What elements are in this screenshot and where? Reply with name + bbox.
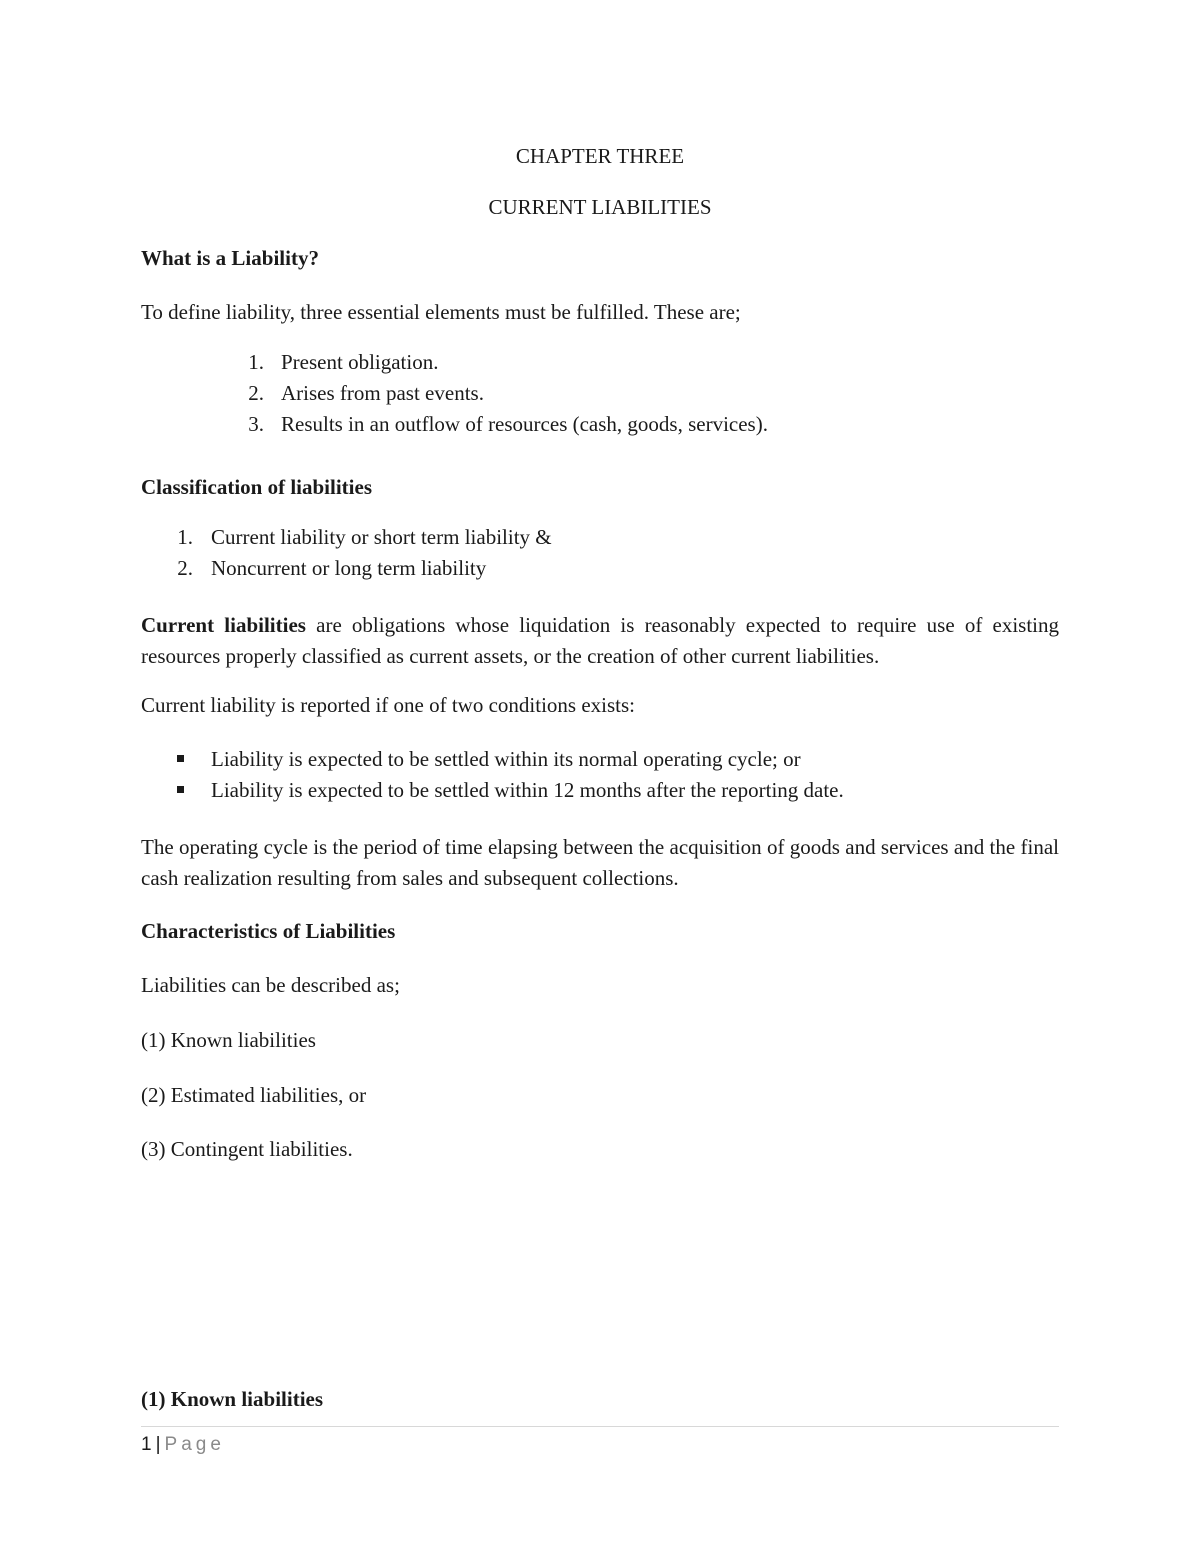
list-item: Current liability or short term liability & — [211, 525, 552, 549]
list-item: Present obligation. — [281, 350, 439, 374]
list-item: (2) Estimated liabilities, or — [141, 1083, 367, 1107]
page-number: 1 — [141, 1434, 152, 1455]
list-item: (1) Known liabilities — [141, 1028, 316, 1052]
list-number: 1. — [248, 350, 264, 374]
list-item: Liability is expected to be settled within 12 months after the reporting date. — [211, 778, 844, 802]
list-number: 2. — [177, 556, 193, 580]
page-footer — [141, 1434, 225, 1456]
characteristics-intro: Liabilities can be described as; — [141, 973, 400, 997]
square-bullet-icon — [177, 755, 184, 762]
page-title: CURRENT LIABILITIES — [488, 195, 712, 219]
square-bullet-icon — [177, 786, 184, 793]
section-heading-characteristics: Characteristics of Liabilities — [141, 919, 396, 943]
list-item: Arises from past events. — [281, 381, 484, 405]
list-item: Results in an outflow of resources (cash, goods, services). — [281, 412, 768, 436]
list-item: Liability is expected to be settled within its normal operating cycle; or — [211, 747, 801, 771]
chapter-label: CHAPTER THREE — [515, 144, 685, 168]
footer-separator: | — [155, 1434, 161, 1455]
current-liabilities-definition — [141, 610, 1059, 672]
liability-intro: To define liability, three essential elements must be fulfilled. These are; — [141, 300, 741, 324]
section-heading-liability: What is a Liability? — [141, 246, 319, 270]
section-heading-classification: Classification of liabilities — [141, 475, 372, 499]
list-number: 2. — [248, 381, 264, 405]
page-label: Page — [164, 1434, 225, 1455]
list-number: 1. — [177, 525, 193, 549]
definition-text: are obligations whose liquidation is reasonably expected to require use of existing resources properly classified as current assets, or the creation of other current liabilities. — [141, 613, 1059, 668]
list-number: 3. — [248, 412, 264, 436]
definition-term: Current liabilities — [141, 613, 306, 637]
list-item: Noncurrent or long term liability — [211, 556, 487, 580]
operating-cycle-paragraph: The operating cycle is the period of time elapsing between the acquisition of goods and services and the final cash realization resulting from sales and subsequent collections. — [141, 835, 1059, 890]
conditions-intro: Current liability is reported if one of two conditions exists: — [141, 693, 636, 717]
list-item: (3) Contingent liabilities. — [141, 1137, 353, 1161]
section-heading-known: (1) Known liabilities — [141, 1387, 324, 1411]
footer-divider — [141, 1426, 1059, 1427]
